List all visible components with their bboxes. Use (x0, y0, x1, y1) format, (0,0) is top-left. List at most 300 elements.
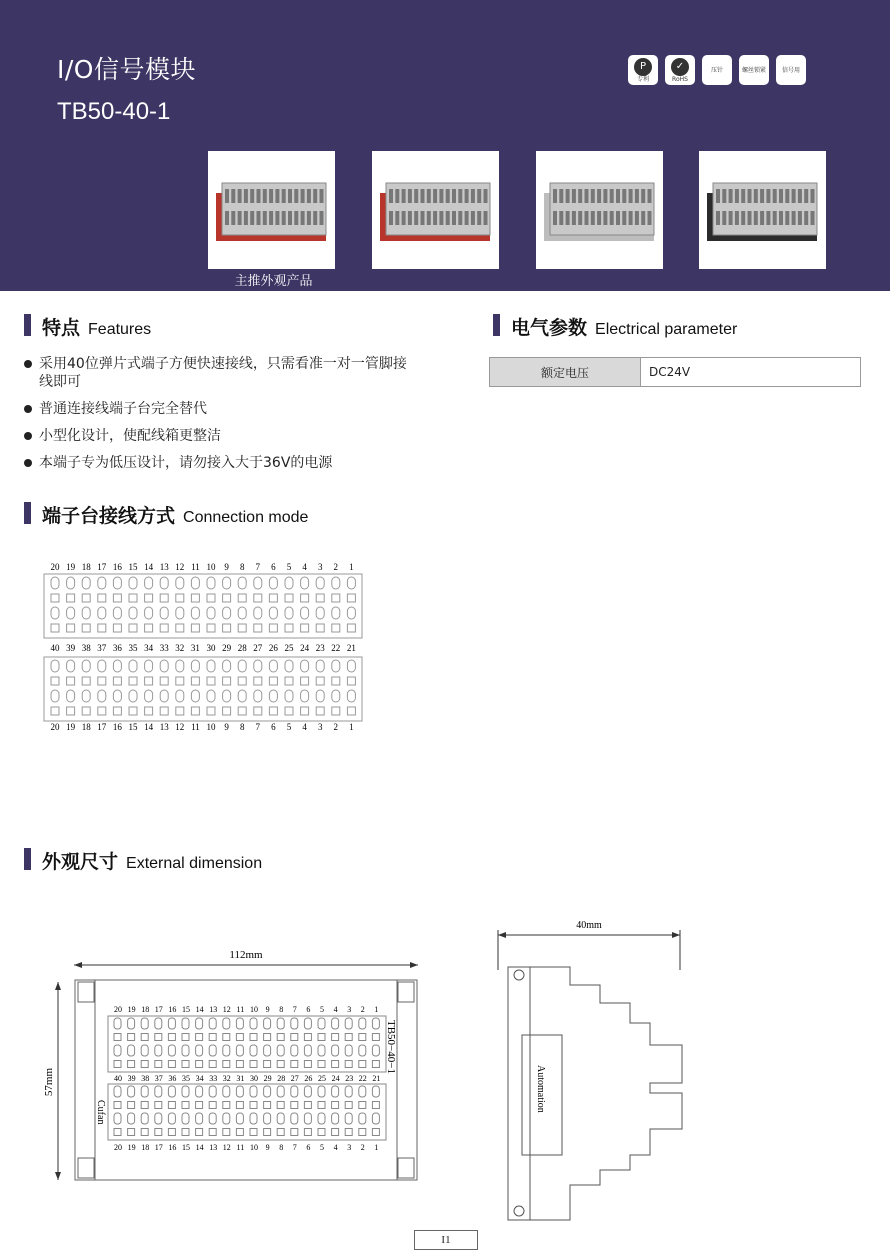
terminal-slot (316, 607, 324, 619)
terminal-slot (238, 660, 246, 672)
terminal-screw (316, 677, 324, 685)
terminal-slot (238, 607, 246, 619)
terminal-slot (318, 1018, 325, 1029)
terminal-number: 19 (66, 722, 76, 732)
terminal-screw (345, 1061, 352, 1068)
terminal-screw (176, 624, 184, 632)
terminal-slot (176, 607, 184, 619)
terminal-screw (347, 707, 355, 715)
model-number: TB50-40-1 (57, 98, 171, 125)
terminal-screw (209, 1129, 216, 1136)
terminal-screw (223, 1034, 230, 1041)
terminal-slot (316, 690, 324, 702)
terminal-screw (304, 1061, 311, 1068)
terminal-slot (291, 1045, 298, 1056)
terminal-slot (191, 660, 199, 672)
list-item: 本端子专为低压设计，请勿接入大于36V的电源 (24, 454, 424, 472)
terminal-screw (67, 707, 75, 715)
terminal-number: 6 (271, 562, 276, 572)
terminal-screw (359, 1061, 366, 1068)
terminal-slot (332, 1086, 339, 1097)
terminal-slot (207, 577, 215, 589)
terminal-slot (113, 690, 121, 702)
terminal-number: 16 (112, 722, 122, 732)
terminal-screw (155, 1102, 162, 1109)
terminal-slot (223, 1018, 230, 1029)
terminal-screw (359, 1034, 366, 1041)
terminal-screw (347, 624, 355, 632)
terminal-number: 16 (168, 1143, 177, 1152)
terminal-number: 10 (250, 1143, 258, 1152)
terminal-slot (332, 690, 340, 702)
terminal-screw (254, 677, 262, 685)
terminal-slot (191, 607, 199, 619)
terminal-slot (318, 1086, 325, 1097)
section-marker (493, 314, 500, 336)
terminal-screw (207, 624, 215, 632)
terminal-slot (223, 660, 231, 672)
terminal-slot (182, 1018, 189, 1029)
terminal-slot (254, 660, 262, 672)
terminal-number: 36 (168, 1074, 177, 1083)
terminal-slot (98, 690, 106, 702)
terminal-slot (250, 1018, 257, 1029)
terminal-screw (291, 1129, 298, 1136)
height-label: 57mm (43, 1067, 55, 1097)
terminal-slot (82, 660, 90, 672)
terminal-screw (98, 707, 106, 715)
terminal-screw (223, 1102, 230, 1109)
press-pin-icon: 压针 (702, 55, 732, 85)
terminal-slot (114, 1113, 121, 1124)
terminal-slot (345, 1018, 352, 1029)
terminal-number: 27 (253, 643, 263, 653)
terminal-number: 32 (175, 643, 185, 653)
terminal-slot (145, 607, 153, 619)
terminal-screw (98, 624, 106, 632)
terminal-screw (332, 1129, 339, 1136)
terminal-number: 5 (286, 722, 292, 732)
terminal-screw (191, 707, 199, 715)
terminal-screw (128, 1102, 135, 1109)
terminal-slot (145, 690, 153, 702)
terminal-slot (347, 577, 355, 589)
terminal-number: 19 (127, 1005, 136, 1014)
patent-icon: P 专利 (628, 55, 658, 85)
terminal-number: 35 (128, 643, 138, 653)
terminal-slot (372, 1113, 379, 1124)
terminal-number: 20 (114, 1005, 122, 1014)
terminal-screw (176, 677, 184, 685)
terminal-screw (155, 1061, 162, 1068)
terminal-slot (209, 1086, 216, 1097)
terminal-screw (332, 624, 340, 632)
terminal-slot (207, 690, 215, 702)
terminal-slot (316, 660, 324, 672)
terminal-number: 14 (195, 1143, 204, 1152)
terminal-screw (304, 1034, 311, 1041)
terminal-screw (191, 594, 199, 602)
terminal-slot (128, 1018, 135, 1029)
terminal-number: 28 (277, 1074, 286, 1083)
terminal-number: 17 (97, 562, 107, 572)
terminal-slot (160, 690, 168, 702)
terminal-number: 18 (81, 722, 91, 732)
terminal-screw (269, 677, 277, 685)
terminal-screw (264, 1102, 271, 1109)
terminal-number: 6 (306, 1143, 311, 1152)
terminal-number: 1 (349, 562, 354, 572)
terminal-screw (236, 1102, 243, 1109)
terminal-screw (191, 677, 199, 685)
terminal-screw (128, 1061, 135, 1068)
terminal-slot (254, 577, 262, 589)
terminal-screw (145, 624, 153, 632)
model-label: TB50−40−1 (385, 1020, 397, 1074)
terminal-slot (304, 1045, 311, 1056)
terminal-screw (51, 624, 59, 632)
terminal-screw (254, 624, 262, 632)
terminal-slot (141, 1086, 148, 1097)
terminal-slot (269, 577, 277, 589)
dimension-heading: 外观尺寸 External dimension (42, 851, 263, 873)
terminal-number: 9 (265, 1005, 270, 1014)
terminal-slot (209, 1045, 216, 1056)
terminal-slot (250, 1113, 257, 1124)
rohs-icon: ✓ RoHS (665, 55, 695, 85)
terminal-screw (254, 594, 262, 602)
terminal-slot (359, 1045, 366, 1056)
certification-badges (628, 55, 806, 85)
terminal-screw (196, 1061, 203, 1068)
product-photo (699, 151, 826, 269)
terminal-number: 1 (374, 1005, 379, 1014)
terminal-screw (250, 1129, 257, 1136)
terminal-screw (128, 1034, 135, 1041)
terminal-slot (145, 660, 153, 672)
terminal-slot (332, 1113, 339, 1124)
terminal-slot (196, 1113, 203, 1124)
terminal-slot (277, 1086, 284, 1097)
terminal-number: 30 (206, 643, 216, 653)
terminal-screw (182, 1034, 189, 1041)
terminal-slot (128, 1045, 135, 1056)
terminal-number: 1 (349, 722, 354, 732)
terminal-slot (98, 607, 106, 619)
terminal-screw (141, 1129, 148, 1136)
terminal-screw (113, 624, 121, 632)
list-item: 采用40位弹片式端子方便快速接线，只需看准一对一管脚接线即可 (24, 355, 409, 391)
terminal-slot (301, 607, 309, 619)
terminal-slot (223, 690, 231, 702)
terminal-slot (347, 690, 355, 702)
terminal-slot (191, 577, 199, 589)
terminal-number: 17 (154, 1143, 163, 1152)
terminal-slot (223, 577, 231, 589)
terminal-slot (238, 690, 246, 702)
terminal-slot (285, 660, 293, 672)
terminal-screw (332, 677, 340, 685)
terminal-screw (277, 1034, 284, 1041)
terminal-screw (318, 1034, 325, 1041)
terminal-slot (182, 1045, 189, 1056)
terminal-screw (301, 594, 309, 602)
terminal-screw (196, 1102, 203, 1109)
terminal-number: 12 (222, 1005, 231, 1014)
terminal-screw (209, 1034, 216, 1041)
terminal-slot (318, 1113, 325, 1124)
terminal-slot (141, 1045, 148, 1056)
product-photo (208, 151, 335, 269)
terminal-screw (285, 677, 293, 685)
table-cell-key: 额定电压 (490, 358, 641, 386)
terminal-screw (301, 707, 309, 715)
terminal-number: 13 (159, 562, 169, 572)
terminal-screw (191, 624, 199, 632)
terminal-number: 22 (331, 643, 341, 653)
terminal-screw (291, 1034, 298, 1041)
terminal-screw (223, 1129, 230, 1136)
terminal-number: 31 (236, 1074, 245, 1083)
terminal-screw (67, 594, 75, 602)
terminal-slot (238, 577, 246, 589)
terminal-screw (182, 1129, 189, 1136)
terminal-slot (114, 1018, 121, 1029)
parameter-table (489, 357, 861, 387)
terminal-number: 32 (222, 1074, 231, 1083)
terminal-number: 26 (304, 1074, 313, 1083)
terminal-screw (236, 1061, 243, 1068)
terminal-number: 28 (237, 643, 247, 653)
terminal-screw (176, 594, 184, 602)
terminal-slot (114, 1086, 121, 1097)
terminal-screw (332, 1061, 339, 1068)
terminal-slot (264, 1113, 271, 1124)
terminal-screw (238, 594, 246, 602)
terminal-screw (223, 707, 231, 715)
terminal-slot (129, 690, 137, 702)
terminal-screw (318, 1061, 325, 1068)
terminal-screw (209, 1102, 216, 1109)
terminal-slot (285, 577, 293, 589)
terminal-screw (264, 1129, 271, 1136)
terminal-screw (301, 624, 309, 632)
terminal-number: 4 (333, 1005, 338, 1014)
terminal-screw (372, 1129, 379, 1136)
terminal-number: 34 (195, 1074, 204, 1083)
terminal-number: 12 (175, 722, 185, 732)
terminal-slot (82, 607, 90, 619)
terminal-screw (316, 707, 324, 715)
terminal-number: 2 (333, 562, 339, 572)
terminal-number: 11 (191, 562, 200, 572)
terminal-slot (129, 607, 137, 619)
terminal-screw (82, 707, 90, 715)
terminal-slot (291, 1086, 298, 1097)
terminal-number: 7 (292, 1005, 297, 1014)
terminal-screw (291, 1102, 298, 1109)
terminal-slot (145, 577, 153, 589)
terminal-screw (359, 1102, 366, 1109)
terminal-screw (347, 677, 355, 685)
terminal-screw (196, 1034, 203, 1041)
terminal-slot (113, 577, 121, 589)
section-marker (24, 848, 31, 870)
terminal-slot (250, 1045, 257, 1056)
terminal-number: 20 (50, 722, 60, 732)
terminal-slot (114, 1045, 121, 1056)
terminal-screw (168, 1061, 175, 1068)
terminal-number: 3 (347, 1143, 352, 1152)
terminal-number: 15 (182, 1005, 190, 1014)
terminal-slot (332, 1018, 339, 1029)
terminal-number: 3 (347, 1005, 352, 1014)
terminal-screw (332, 594, 340, 602)
terminal-number: 6 (306, 1005, 311, 1014)
screw-lock-icon: 螺丝锁紧 (739, 55, 769, 85)
terminal-screw (238, 624, 246, 632)
terminal-slot (168, 1113, 175, 1124)
terminal-slot (291, 1113, 298, 1124)
terminal-number: 14 (195, 1005, 204, 1014)
terminal-number: 4 (302, 722, 307, 732)
terminal-slot (51, 607, 59, 619)
terminal-slot (168, 1045, 175, 1056)
terminal-slot (332, 660, 340, 672)
terminal-number: 8 (279, 1005, 284, 1014)
terminal-screw (114, 1102, 121, 1109)
terminal-number: 11 (191, 722, 200, 732)
terminal-number: 38 (141, 1074, 150, 1083)
terminal-slot (113, 607, 121, 619)
terminal-screw (160, 624, 168, 632)
terminal-screw (196, 1129, 203, 1136)
terminal-slot (223, 1113, 230, 1124)
terminal-screw (67, 624, 75, 632)
terminal-slot (264, 1086, 271, 1097)
terminal-number: 7 (292, 1143, 297, 1152)
page-title: I/O信号模块 (57, 55, 196, 84)
terminal-number: 23 (345, 1074, 354, 1083)
terminal-number: 40 (50, 643, 60, 653)
terminal-screw (160, 677, 168, 685)
terminal-slot (332, 607, 340, 619)
terminal-number: 36 (112, 643, 122, 653)
terminal-slot (264, 1045, 271, 1056)
terminal-screw (264, 1061, 271, 1068)
terminal-screw (372, 1034, 379, 1041)
terminal-number: 13 (159, 722, 169, 732)
terminal-screw (182, 1102, 189, 1109)
terminal-screw (128, 1129, 135, 1136)
terminal-screw (155, 1034, 162, 1041)
terminal-number: 24 (300, 643, 310, 653)
terminal-number: 5 (320, 1005, 324, 1014)
terminal-slot (191, 690, 199, 702)
terminal-number: 8 (239, 562, 245, 572)
terminal-screw (223, 677, 231, 685)
terminal-number: 6 (271, 722, 276, 732)
terminal-screw (332, 707, 340, 715)
terminal-screw (114, 1061, 121, 1068)
terminal-slot (129, 577, 137, 589)
terminal-screw (51, 677, 59, 685)
terminal-slot (141, 1018, 148, 1029)
terminal-screw (223, 624, 231, 632)
brand-logo: Cufan (95, 1100, 106, 1125)
terminal-slot (51, 660, 59, 672)
terminal-number: 39 (66, 643, 76, 653)
terminal-screw (176, 707, 184, 715)
terminal-screw (51, 594, 59, 602)
terminal-screw (254, 707, 262, 715)
terminal-screw (285, 594, 293, 602)
width-label: 112mm (229, 949, 263, 961)
terminal-slot (67, 577, 75, 589)
terminal-slot (155, 1045, 162, 1056)
terminal-number: 9 (265, 1143, 270, 1152)
terminal-number: 25 (318, 1074, 326, 1083)
terminal-slot (347, 660, 355, 672)
terminal-number: 23 (315, 643, 325, 653)
terminal-screw (304, 1129, 311, 1136)
terminal-screw (82, 677, 90, 685)
terminal-number: 5 (320, 1143, 324, 1152)
terminal-number: 11 (236, 1005, 245, 1014)
front-view-drawing (40, 940, 480, 1220)
terminal-screw (304, 1102, 311, 1109)
terminal-slot (98, 660, 106, 672)
terminal-number: 9 (224, 562, 229, 572)
terminal-screw (291, 1061, 298, 1068)
terminal-slot (285, 607, 293, 619)
terminal-slot (209, 1113, 216, 1124)
terminal-number: 40 (114, 1074, 122, 1083)
terminal-screw (250, 1102, 257, 1109)
terminal-number: 27 (290, 1074, 299, 1083)
terminal-number: 29 (263, 1074, 272, 1083)
terminal-number: 15 (128, 722, 138, 732)
terminal-slot (250, 1086, 257, 1097)
terminal-slot (168, 1018, 175, 1029)
terminal-slot (82, 690, 90, 702)
terminal-slot (304, 1113, 311, 1124)
terminal-number: 2 (360, 1005, 365, 1014)
terminal-screw (145, 594, 153, 602)
terminal-slot (168, 1086, 175, 1097)
terminal-number: 22 (358, 1074, 367, 1083)
terminal-slot (67, 607, 75, 619)
terminal-slot (301, 660, 309, 672)
terminal-number: 3 (317, 562, 323, 572)
terminal-screw (223, 594, 231, 602)
terminal-screw (277, 1061, 284, 1068)
terminal-number: 8 (239, 722, 245, 732)
terminal-number: 2 (333, 722, 339, 732)
terminal-number: 1 (374, 1143, 379, 1152)
terminal-screw (269, 594, 277, 602)
terminal-slot (113, 660, 121, 672)
terminal-slot (98, 577, 106, 589)
terminal-screw (318, 1102, 325, 1109)
terminal-slot (301, 690, 309, 702)
terminal-slot (285, 690, 293, 702)
terminal-number: 33 (209, 1074, 218, 1083)
terminal-number: 29 (222, 643, 232, 653)
terminal-number: 18 (81, 562, 91, 572)
terminal-number: 30 (250, 1074, 258, 1083)
terminal-number: 3 (317, 722, 323, 732)
